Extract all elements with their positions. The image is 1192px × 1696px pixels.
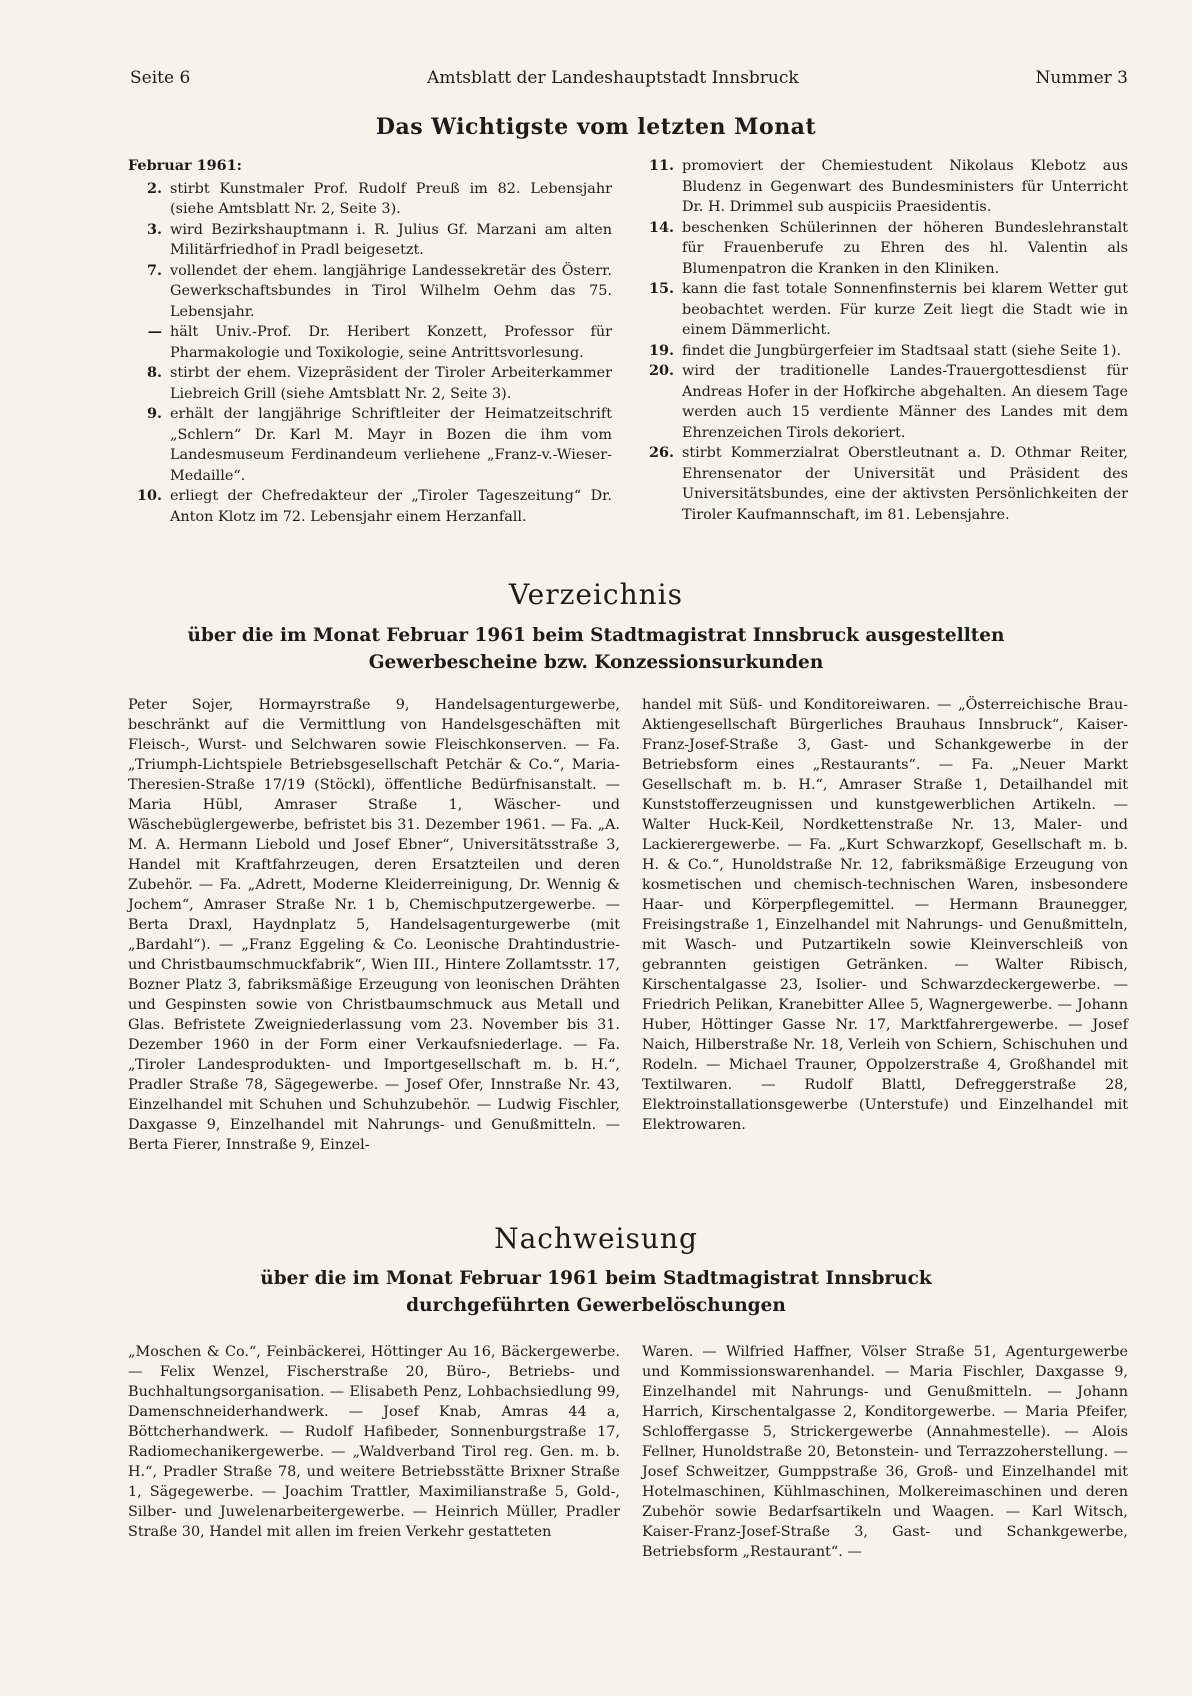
nachweisung-title: Nachweisung	[494, 1222, 698, 1255]
chronicle-entry	[128, 261, 612, 323]
chronicle-entry	[128, 363, 612, 404]
chronicle-entry	[128, 404, 612, 486]
verzeichnis-left-column: Peter Sojer, Hormayrstraße 9, Handelsagenturgewerbe, beschränkt auf die Vermittlung von Handelsgeschäften mit Fleisch-, Wurst- und Selchwaren sowie Fleischkonserven. — Fa. „Triumph-Lichtspiele Betriebsgesellschaft Petchär & Co.“, Maria-Theresien-Straße 17/19 (Stöckl), öffentliche Bedürfnisanstalt. — Maria Hübl, Amraser Straße 1, Wäscher- und Wäschebüglergewerbe, befristet bis 31. Dezember 1961. — Fa. „A. M. A. Hermann Liebold und Josef Ebner“, Universitätsstraße 3, Handel mit Kraftfahrzeugen, deren Ersatzteilen und deren Zubehör. — Fa. „Adrett, Moderne Kleiderreinigung, Dr. Wennig & Jochem“, Amraser Straße Nr. 1 b, Chemischputzergewerbe. — Berta Draxl, Haydnplatz 5, Handelsagenturgewerbe (mit „Bardahl“). — „Franz Eggeling & Co. Leonische Drahtindustrie- und Christbaumschmuckfabrik“, Wien III., Hintere Zollamtsstr. 17, Bozner Platz 3, fabriksmäßige Erzeugung von leonischen Drähten und Gespinsten sowie von Christbaumschmuck aus Metall und Glas. Befristete Zweigniederlassung vom 23. November bis 31. Dezember 1960 in der Form einer Verkaufsniederlage. — Fa. „Tiroler Landesprodukten- und Importgesellschaft m. b. H.“, Pradler Straße 78, Sägegewerbe. — Josef Ofer, Innstraße Nr. 43, Einzelhandel mit Schuhen und Schuhzubehör. — Ludwig Fischler, Daxgasse 9, Einzelhandel mit Nahrungs- und Genußmitteln. — Berta Fierer, Innstraße 9, Einzel-	[128, 697, 620, 1153]
entry-text: beschenken Schülerinnen der höheren Bundeslehranstalt für Frauenberufe zu Ehren des hl. Valentin als Blumenpatron die Kranken in den Kliniken.	[682, 219, 1128, 277]
chronicle-entry	[128, 322, 612, 363]
entry-text: hält Univ.-Prof. Dr. Heribert Konzett, Professor für Pharmakologie und Toxikologie, seine Antrittsvorlesung.	[170, 324, 612, 361]
entry-day: 26.	[648, 444, 674, 461]
chronicle-entry	[128, 220, 612, 261]
chronicle-entry	[640, 341, 1128, 362]
entry-day: 11.	[648, 157, 674, 174]
entry-day: 9.	[146, 405, 162, 422]
nachweisung-subtitle-line2: durchgeführten Gewerbelöschungen	[406, 1295, 786, 1316]
nachweisung-left-column: „Moschen & Co.“, Feinbäckerei, Höttinger Au 16, Bäckergewerbe. — Felix Wenzel, Fischerstraße 20, Büro-, Betriebs- und Buchhaltungsorganisation. — Elisabeth Penz, Lohbachsiedlung 99, Damenschneiderhandwerk. — Josef Knab, Amras 44 a, Böttcherhandwerk. — Rudolf Hafibeder, Sonnenburgstraße 17, Radiomechanikergewerbe. — „Waldverband Tirol reg. Gen. m. b. H.“, Pradler Straße 78, und weitere Betriebsstätte Brixner Straße 1, Sägegewerbe. — Joachim Trattler, Maximilianstraße 5, Gold-, Silber- und Juwelenarbeitergewerbe. — Heinrich Müller, Pradler Straße 30, Handel mit allen im freien Verkehr gestatteten	[128, 1344, 620, 1540]
chronicle-title: Das Wichtigste vom letzten Monat	[375, 114, 817, 140]
entry-text: stirbt Kunstmaler Prof. Rudolf Preuß im 82. Lebensjahr (siehe Amtsblatt Nr. 2, Seite 3).	[170, 180, 612, 217]
entry-text: stirbt der ehem. Vizepräsident der Tiroler Arbeiterkammer Liebreich Grill (siehe Amtsblatt Nr. 2, Seite 3).	[170, 365, 612, 402]
chronicle-entry	[128, 486, 612, 527]
entry-text: stirbt Kommerzialrat Oberstleutnant a. D. Othmar Reiter, Ehrensenator der Universität und Präsident des Universitätsbundes, eine der aktivsten Persönlichkeiten der Tiroler Kaufmannschaft, im 81. Lebensjahre.	[682, 445, 1128, 523]
entry-day: 10.	[136, 487, 162, 504]
issue-number: Nummer 3	[1035, 68, 1128, 88]
entry-day: 2.	[146, 179, 162, 197]
entry-text: wird der traditionelle Landes-Trauergottesdienst für Andreas Hofer in der Hofkirche abgehalten. An diesem Tage werden auch 15 verdiente Männer des Landes mit dem Ehrenzeichen Tirols dekoriert.	[682, 363, 1128, 441]
entry-text: kann die fast totale Sonnenfinsternis bei klarem Wetter gut beobachtet werden. Für kurze Zeit liegt die Stadt wie in einem Dämmerlicht.	[682, 281, 1128, 338]
verzeichnis-right-column: handel mit Süß- und Konditoreiwaren. — „Österreichische Brau-Aktiengesellschaft Bürgerliches Brauhaus Innsbruck“, Kaiser-Franz-Josef-Straße 3, Gast- und Schankgewerbe in der Betriebsform eines „Restaurants“. — Fa. „Neuer Markt Gesellschaft m. b. H.“, Amraser Straße 1, Detailhandel mit Kunststofferzeugnissen und kunstgewerblichen Artikeln. — Walter Huck-Keil, Nordkettenstraße Nr. 13, Maler- und Lackierergewerbe. — Fa. „Kurt Schwarzkopf, Gesellschaft m. b. H. & Co.“, Hunoldstraße Nr. 12, fabriksmäßige Erzeugung von kosmetischen und chemisch-technischen Waren, insbesondere Haar- und Körperpflegemittel. — Hermann Braunegger, Freisingstraße 1, Einzelhandel mit Nahrungs- und Genußmitteln, mit Wasch- und Putzartikeln sowie Kleinverschleiß von gebrannten geistigen Getränken. — Walter Ribisch, Kirschentalgasse 23, Isolier- und Schwarzdeckergewerbe. — Friedrich Pelikan, Kranebitter Allee 5, Wagnergewerbe. — Johann Huber, Höttinger Gasse Nr. 17, Marktfahrergewerbe. — Josef Naich, Hilberstraße Nr. 18, Verleih von Schiern, Schischuhen und Rodeln. — Michael Trauner, Oppolzerstraße 4, Großhandel mit Textilwaren. — Rudolf Blattl, Defreggerstraße 28, Elektroinstallationsgewerbe (Unterstufe) und Einzelhandel mit Elektrowaren.	[642, 697, 1128, 1133]
chronicle-month: Februar 1961:	[128, 157, 242, 174]
entry-day: 19.	[648, 341, 674, 359]
entry-day: 20.	[648, 362, 674, 379]
entry-text: vollendet der ehem. langjährige Landessekretär des Österr. Gewerkschaftsbundes in Tirol Wilhelm Oehm das 75. Lebensjahr.	[170, 262, 612, 320]
entry-day: 8.	[146, 364, 162, 381]
chronicle-right-column	[640, 156, 1128, 525]
verzeichnis-subtitle-line1: über die im Monat Februar 1961 beim Stadtmagistrat Innsbruck ausgestellten	[187, 625, 1005, 646]
entry-text: promoviert der Chemiestudent Nikolaus Klebotz aus Bludenz in Gegenwart des Bundesministers für Unterricht Dr. H. Drimmel sub auspiciis Praesidentis.	[682, 158, 1128, 215]
entry-text: findet die Jungbürgerfeier im Stadtsaal statt (siehe Seite 1).	[682, 342, 1122, 359]
chronicle-entry	[640, 218, 1128, 280]
chronicle-left-column	[128, 156, 612, 527]
publication-title: Amtsblatt der Landeshauptstadt Innsbruck	[427, 68, 799, 88]
chronicle-entry	[128, 179, 612, 220]
verzeichnis-subtitle	[150, 622, 1042, 676]
chronicle-entry	[640, 361, 1128, 443]
nachweisung-right-column: Waren. — Wilfried Haffner, Völser Straße 51, Agenturgewerbe und Kommissionswarenhandel. — Maria Fischler, Daxgasse 9, Einzelhandel mit Nahrungs- und Genußmitteln. — Johann Harrich, Kirschentalgasse 2, Konditorgewerbe. — Maria Pfeifer, Schloffergasse 5, Strickergewerbe (Annahmestelle). — Alois Fellner, Hunoldstraße 20, Betonstein- und Terrazzoherstellung. — Josef Schweitzer, Gumppstraße 36, Groß- und Einzelhandel mit Hotelmaschinen, Kühlmaschinen, Molkereimaschinen und deren Zubehör sowie Bedarfsartikeln und Waagen. — Karl Witsch, Kaiser-Franz-Josef-Straße 3, Gast- und Schankgewerbe, Betriebsform „Restaurant“. —	[642, 1344, 1128, 1560]
entry-day: —	[147, 323, 162, 340]
entry-day: 7.	[146, 261, 162, 279]
entry-day: 15.	[648, 280, 674, 297]
entry-text: erhält der langjährige Schriftleiter der Heimatzeitschrift „Schlern“ Dr. Karl M. Mayr in Bozen die ihm vom Landesmuseum Ferdinandeum verliehene „Franz-v.-Wieser-Medaille“.	[170, 406, 612, 484]
chronicle-entry	[640, 443, 1128, 525]
page-number: Seite 6	[130, 68, 191, 88]
chronicle-entry	[640, 156, 1128, 218]
verzeichnis-subtitle-line2: Gewerbescheine bzw. Konzessionsurkunden	[368, 652, 824, 673]
chronicle-entry	[640, 279, 1128, 341]
verzeichnis-title: Verzeichnis	[509, 578, 683, 611]
entry-text: wird Bezirkshauptmann i. R. Julius Gf. Marzani am alten Militärfriedhof in Pradl beigesetzt.	[170, 221, 612, 258]
entry-text: erliegt der Chefredakteur der „Tiroler Tageszeitung“ Dr. Anton Klotz im 72. Lebensjahr einem Herzanfall.	[170, 488, 612, 525]
entry-day: 3.	[146, 220, 162, 238]
nachweisung-subtitle	[150, 1265, 1042, 1319]
entry-day: 14.	[648, 218, 674, 236]
running-head	[130, 68, 1128, 88]
nachweisung-subtitle-line1: über die im Monat Februar 1961 beim Stadtmagistrat Innsbruck	[260, 1268, 932, 1289]
